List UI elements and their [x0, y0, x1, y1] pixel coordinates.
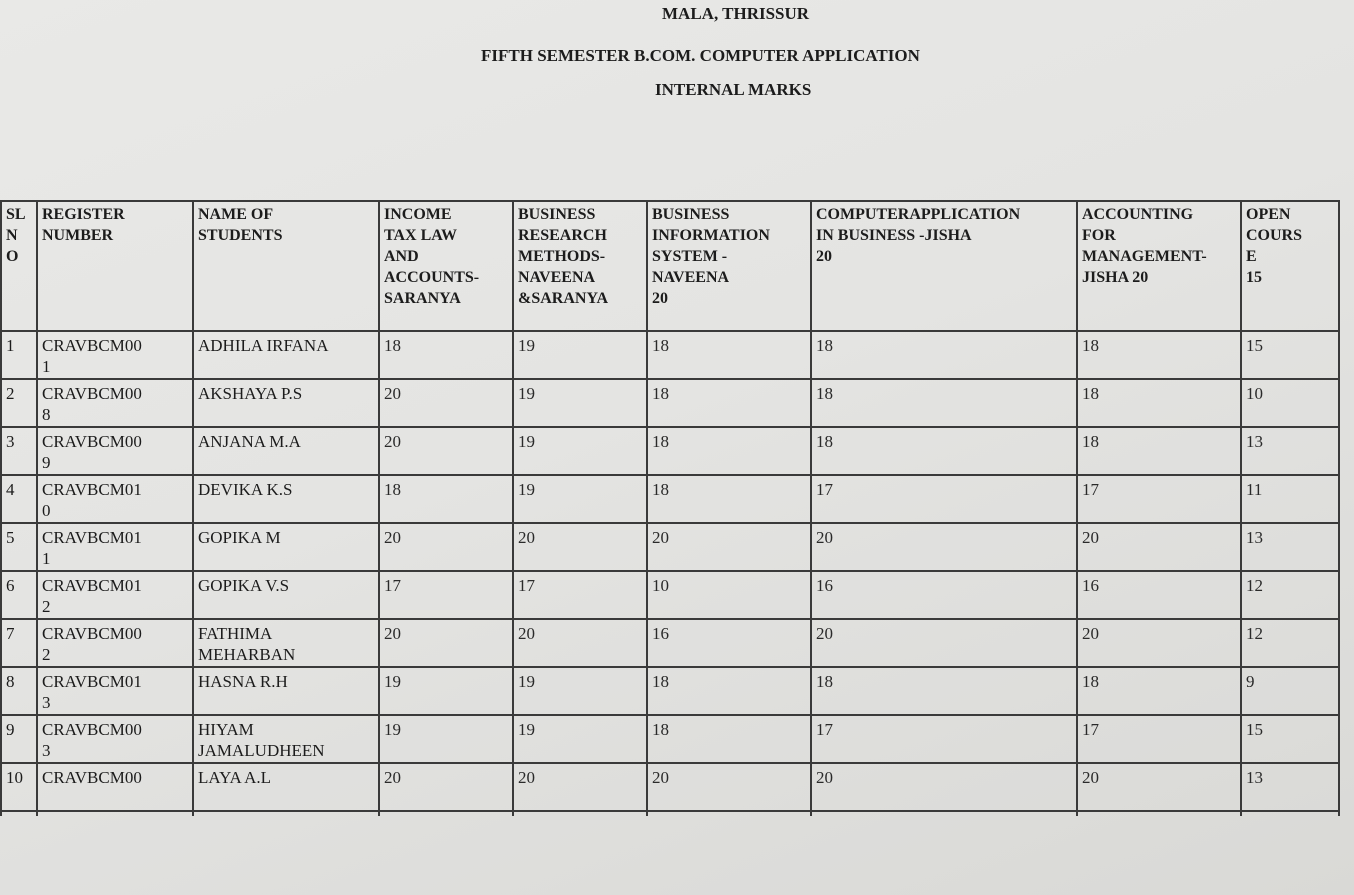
cell-cab: 20	[816, 528, 833, 547]
cell-reg	[36, 477, 192, 525]
cell-sl: 3	[6, 432, 15, 451]
cell-itl: 20	[384, 768, 401, 787]
cell-line: 1	[42, 549, 51, 568]
cell-reg	[36, 525, 192, 573]
table-row-border	[0, 666, 1340, 668]
column-header-open	[1240, 202, 1340, 332]
cell-brm: 19	[518, 336, 535, 355]
column-header-line: NUMBER	[42, 227, 114, 244]
cell-name	[192, 525, 378, 573]
column-header-line: 15	[1246, 269, 1262, 286]
table-column-border	[1338, 200, 1340, 816]
cell-bis: 20	[652, 768, 669, 787]
cell-line: CRAVBCM00	[42, 384, 142, 403]
cell-sl: 7	[6, 624, 15, 643]
column-header-line: OPEN	[1246, 206, 1291, 223]
cell-name	[192, 717, 378, 765]
cell-sl: 6	[6, 576, 15, 595]
cell-line: 9	[42, 453, 51, 472]
cell-sl: 8	[6, 672, 15, 691]
cell-reg	[36, 333, 192, 381]
cell-itl: 19	[384, 672, 401, 691]
cell-brm: 17	[518, 576, 535, 595]
cell-line: 8	[42, 405, 51, 424]
cell-line: GOPIKA M	[198, 528, 281, 547]
cell-cab: 18	[816, 336, 833, 355]
cell-brm: 20	[518, 528, 535, 547]
column-header-line: COMPUTERAPPLICATION	[816, 206, 1021, 223]
column-header-line: 20	[652, 290, 668, 307]
cell-open: 9	[1246, 672, 1255, 691]
cell-cab: 18	[816, 672, 833, 691]
cell-line: 1	[42, 357, 51, 376]
column-header-itl	[378, 202, 512, 332]
cell-line: LAYA A.L	[198, 768, 272, 787]
cell-line: AKSHAYA P.S	[198, 384, 303, 403]
cell-afm: 20	[1082, 768, 1099, 787]
table-row-border	[0, 522, 1340, 524]
column-header-line: INFORMATION	[652, 227, 770, 244]
cell-line: CRAVBCM01	[42, 672, 142, 691]
cell-line: CRAVBCM01	[42, 576, 142, 595]
cell-cab: 18	[816, 384, 833, 403]
cell-reg	[36, 381, 192, 429]
cell-afm: 20	[1082, 528, 1099, 547]
column-header-line: NAVEENA	[652, 269, 730, 286]
cell-line: CRAVBCM00	[42, 720, 142, 739]
cell-name	[192, 573, 378, 621]
column-header-line: ACCOUNTING	[1082, 206, 1194, 223]
column-header-cab	[810, 202, 1076, 332]
table-column-border	[0, 200, 2, 816]
cell-line: CRAVBCM01	[42, 480, 142, 499]
cell-line: ADHILA IRFANA	[198, 336, 329, 355]
cell-reg	[36, 765, 192, 813]
cell-line: 3	[42, 693, 51, 712]
cell-reg	[36, 573, 192, 621]
table-row-border	[0, 378, 1340, 380]
cell-open: 15	[1246, 720, 1263, 739]
cell-bis: 18	[652, 720, 669, 739]
cell-cab: 17	[816, 480, 833, 499]
column-header-line: BUSINESS	[518, 206, 596, 223]
cell-cab: 20	[816, 624, 833, 643]
column-header-line: COURS	[1246, 227, 1303, 244]
column-header-line: &SARANYA	[518, 290, 609, 307]
cell-line: 2	[42, 645, 51, 664]
cell-bis: 16	[652, 624, 669, 643]
column-header-line: METHODS-	[518, 248, 606, 265]
cell-open: 13	[1246, 432, 1263, 451]
cell-itl: 18	[384, 336, 401, 355]
cell-line: CRAVBCM00	[42, 624, 142, 643]
column-header-sl	[0, 202, 36, 332]
cell-open: 12	[1246, 576, 1263, 595]
cell-afm: 16	[1082, 576, 1099, 595]
cell-bis: 18	[652, 432, 669, 451]
semester-title: FIFTH SEMESTER B.COM. COMPUTER APPLICATION	[481, 46, 920, 65]
cell-open: 15	[1246, 336, 1263, 355]
cell-cab: 17	[816, 720, 833, 739]
column-header-line: MANAGEMENT-	[1082, 248, 1207, 265]
cell-name	[192, 381, 378, 429]
cell-name	[192, 765, 378, 813]
column-header-line: AND	[384, 248, 419, 265]
cell-itl: 20	[384, 384, 401, 403]
column-header-bis	[646, 202, 810, 332]
cell-reg	[36, 621, 192, 669]
cell-line: JAMALUDHEEN	[198, 741, 325, 760]
table-row-border	[0, 714, 1340, 716]
cell-afm: 17	[1082, 720, 1099, 739]
cell-line: FATHIMA	[198, 624, 273, 643]
column-header-line: SL	[6, 206, 26, 223]
column-header-line: O	[6, 248, 19, 265]
column-header-line: SARANYA	[384, 290, 461, 307]
column-header-reg	[36, 202, 192, 332]
marks-title: INTERNAL MARKS	[655, 80, 812, 99]
cell-bis: 20	[652, 528, 669, 547]
table-row-border	[0, 426, 1340, 428]
cell-reg	[36, 717, 192, 765]
cell-afm: 20	[1082, 624, 1099, 643]
cell-brm: 19	[518, 720, 535, 739]
table-column-border	[1076, 200, 1078, 816]
cell-sl: 5	[6, 528, 15, 547]
cell-line: 0	[42, 501, 51, 520]
table-column-border	[512, 200, 514, 816]
cell-name	[192, 669, 378, 717]
cell-reg	[36, 429, 192, 477]
cell-name	[192, 621, 378, 669]
cell-sl: 1	[6, 336, 15, 355]
column-header-line: TAX LAW	[384, 227, 458, 244]
table-row-border	[0, 474, 1340, 476]
column-header-line: IN BUSINESS -JISHA	[816, 227, 972, 244]
cell-line: ANJANA M.A	[198, 432, 301, 451]
cell-open: 12	[1246, 624, 1263, 643]
cell-brm: 19	[518, 480, 535, 499]
cell-open: 10	[1246, 384, 1263, 403]
column-header-line: N	[6, 227, 18, 244]
cell-bis: 18	[652, 480, 669, 499]
column-header-brm	[512, 202, 646, 332]
cell-line: GOPIKA V.S	[198, 576, 290, 595]
table-row-border	[0, 762, 1340, 764]
column-header-line: BUSINESS	[652, 206, 730, 223]
column-header-line: 20	[816, 248, 832, 265]
cell-bis: 18	[652, 336, 669, 355]
cell-name	[192, 429, 378, 477]
cell-afm: 17	[1082, 480, 1099, 499]
cell-cab: 20	[816, 768, 833, 787]
cell-sl: 4	[6, 480, 15, 499]
table-column-border	[378, 200, 380, 816]
cell-line: CRAVBCM00	[42, 768, 142, 787]
column-header-name	[192, 202, 378, 332]
column-header-line: NAVEENA	[518, 269, 596, 286]
cell-cab: 18	[816, 432, 833, 451]
cell-bis: 10	[652, 576, 669, 595]
cell-line: DEVIKA K.S	[198, 480, 293, 499]
cell-afm: 18	[1082, 672, 1099, 691]
table-column-border	[810, 200, 812, 816]
table-column-border	[1240, 200, 1242, 816]
cell-itl: 20	[384, 432, 401, 451]
cell-reg	[36, 669, 192, 717]
cell-itl: 17	[384, 576, 401, 595]
cell-open: 13	[1246, 768, 1263, 787]
cell-line: CRAVBCM00	[42, 336, 142, 355]
cell-sl: 9	[6, 720, 15, 739]
cell-line: 2	[42, 597, 51, 616]
table-row-border	[0, 810, 1340, 812]
cell-open: 13	[1246, 528, 1263, 547]
column-header-line: ACCOUNTS-	[384, 269, 480, 286]
cell-name	[192, 477, 378, 525]
cell-bis: 18	[652, 672, 669, 691]
cell-afm: 18	[1082, 432, 1099, 451]
cell-brm: 20	[518, 624, 535, 643]
cell-cab: 16	[816, 576, 833, 595]
table-row-border	[0, 200, 1340, 202]
table-row-border	[0, 570, 1340, 572]
column-header-afm	[1076, 202, 1240, 332]
column-header-line: INCOME	[384, 206, 452, 223]
column-header-line: REGISTER	[42, 206, 125, 223]
institution-location: MALA, THRISSUR	[662, 4, 810, 23]
cell-line: HASNA R.H	[198, 672, 288, 691]
cell-sl: 2	[6, 384, 15, 403]
table-row-border	[0, 618, 1340, 620]
cell-brm: 19	[518, 432, 535, 451]
column-header-line: RESEARCH	[518, 227, 607, 244]
cell-sl: 10	[6, 768, 23, 787]
column-header-line: E	[1246, 248, 1257, 265]
cell-afm: 18	[1082, 336, 1099, 355]
cell-itl: 20	[384, 624, 401, 643]
cell-brm: 20	[518, 768, 535, 787]
column-header-line: STUDENTS	[198, 227, 283, 244]
table-column-border	[36, 200, 38, 816]
column-header-line: JISHA 20	[1082, 269, 1149, 286]
cell-line: CRAVBCM00	[42, 432, 142, 451]
cell-line: HIYAM	[198, 720, 254, 739]
cell-line: CRAVBCM01	[42, 528, 142, 547]
table-column-border	[646, 200, 648, 816]
cell-line: 3	[42, 741, 51, 760]
column-header-line: FOR	[1082, 227, 1116, 244]
cell-brm: 19	[518, 672, 535, 691]
column-header-line: SYSTEM -	[652, 248, 728, 265]
cell-afm: 18	[1082, 384, 1099, 403]
cell-brm: 19	[518, 384, 535, 403]
cell-itl: 18	[384, 480, 401, 499]
cell-itl: 19	[384, 720, 401, 739]
cell-open: 11	[1246, 480, 1263, 499]
cell-line: MEHARBAN	[198, 645, 296, 664]
cell-name	[192, 333, 378, 381]
table-row-border	[0, 330, 1340, 332]
column-header-line: NAME OF	[198, 206, 274, 223]
cell-itl: 20	[384, 528, 401, 547]
table-column-border	[192, 200, 194, 816]
cell-bis: 18	[652, 384, 669, 403]
